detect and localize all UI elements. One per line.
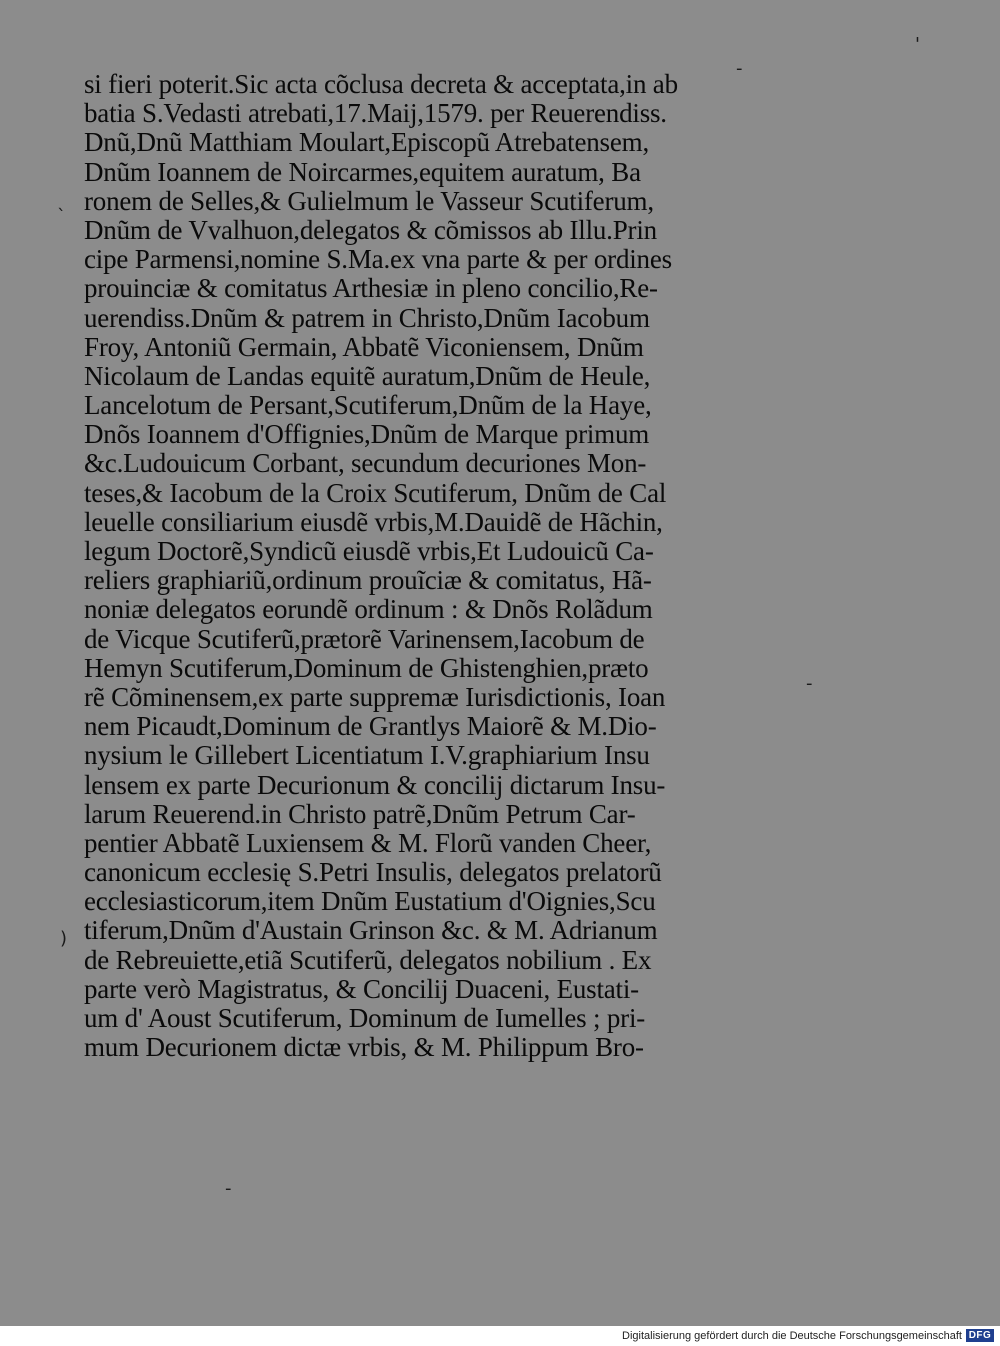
text-line: noniæ delegatos eorundẽ ordinum : & Dnõs Rolãdum (84, 594, 653, 625)
ink-speck: ' (915, 34, 920, 55)
text-line: mum Decurionem dictæ vrbis, & M. Philippum Bro- (84, 1032, 644, 1063)
text-line: reliers graphiariũ,ordinum prouĩciæ & comitatus, Hã- (84, 565, 652, 596)
text-line: legum Doctorẽ,Syndicũ eiusdẽ vrbis,Et Ludouicũ Ca- (84, 536, 654, 566)
ink-speck: ` (57, 206, 66, 227)
text-line: lensem ex parte Decurionum & concilij dictarum Insu- (84, 769, 666, 800)
text-line: Dnũm de Vvalhuon,delegatos & cõmissos ab Illu.Prin (84, 214, 657, 245)
text-line: larum Reuerend.in Christo patrẽ,Dnũm Petrum Car- (84, 798, 636, 829)
text-line: uerendiss.Dnũm & patrem in Christo,Dnũm Iacobum (84, 302, 650, 333)
text-line: si fieri poterit.Sic acta cõclusa decreta & acceptata,in ab (84, 69, 678, 99)
text-line: &c.Ludouicum Corbant, secundum decuriones Mon- (84, 448, 647, 479)
text-line: de Vicque Scutiferũ,prætorẽ Varinensem,Iacobum de (84, 623, 645, 654)
text-line: Dnũ,Dnũ Matthiam Moulart,Episcopũ Atrebatensem, (84, 127, 649, 158)
text-line: ecclesiasticorum,item Dnũm Eustatium d'Oignies,Scu (84, 886, 656, 917)
text-line: pentier Abbatẽ Luxiensem & M. Florũ vanden Cheer, (84, 827, 652, 858)
text-line: tiferum,Dnũm d'Austain Grinson &c. & M. Adrianum (84, 915, 658, 946)
text-body (84, 70, 804, 1062)
text-line: Dnõs Ioannem d'Offignies,Dnũm de Marque primum (84, 419, 650, 450)
text-line: leuelle consiliarium eiusdẽ vrbis,M.Dauidẽ de Hãchin, (84, 506, 663, 537)
text-line: cipe Parmensi,nomine S.Ma.ex vna parte & per ordines (84, 244, 672, 275)
text-line: parte verò Magistratus, & Concilij Duaceni, Eustati- (84, 973, 639, 1004)
text-line: rẽ Cõminensem,ex parte suppremæ Iurisdictionis, Ioan (84, 681, 666, 712)
text-line: Nicolaum de Landas equitẽ auratum,Dnũm de Heule, (84, 360, 651, 391)
text-line: teses,& Iacobum de la Croix Scutiferum, Dnũm de Cal (84, 477, 667, 508)
text-line: nysium le Gillebert Licentiatum I.V.graphiarium Insu (84, 740, 650, 771)
footer-bar (0, 1326, 1000, 1346)
text-line: canonicum ecclesię S.Petri Insulis, delegatos prelatorũ (84, 857, 662, 888)
text-line: nem Picaudt,Dominum de Grantlys Maiorẽ & M.Dio- (84, 711, 657, 742)
text-line: batia S.Vedasti atrebati,17.Maij,1579. per Reuerendiss. (84, 98, 667, 129)
text-line: prouinciæ & comitatus Arthesiæ in pleno concilio,Re- (84, 273, 658, 304)
text-line: um d' Aoust Scutiferum, Dominum de Iumelles ; pri- (84, 1003, 646, 1033)
funding-notice: Digitalisierung gefördert durch die Deutsche Forschungsgemeinschaft (622, 1330, 962, 1342)
text-line: Froy, Antoniũ Germain, Abbatẽ Viconiensem, Dnũm (84, 331, 644, 362)
ink-speck: - (806, 673, 813, 694)
text-line: ronem de Selles,& Gulielmum le Vasseur Scutiferum, (84, 185, 654, 216)
ink-speck: - (736, 58, 743, 79)
text-line: Dnũm Ioannem de Noircarmes,equitem auratum, Ba (84, 156, 641, 187)
text-line: de Rebreuiette,etiã Scutiferũ, delegatos nobilium . Ex (84, 944, 652, 975)
text-line: Hemyn Scutiferum,Dominum de Ghistenghien,præto (84, 652, 649, 683)
ink-speck: ) (60, 928, 68, 949)
ink-speck: - (225, 1178, 232, 1199)
dfg-logo: DFG (966, 1329, 994, 1342)
text-line: Lancelotum de Persant,Scutiferum,Dnũm de la Haye, (84, 390, 652, 421)
